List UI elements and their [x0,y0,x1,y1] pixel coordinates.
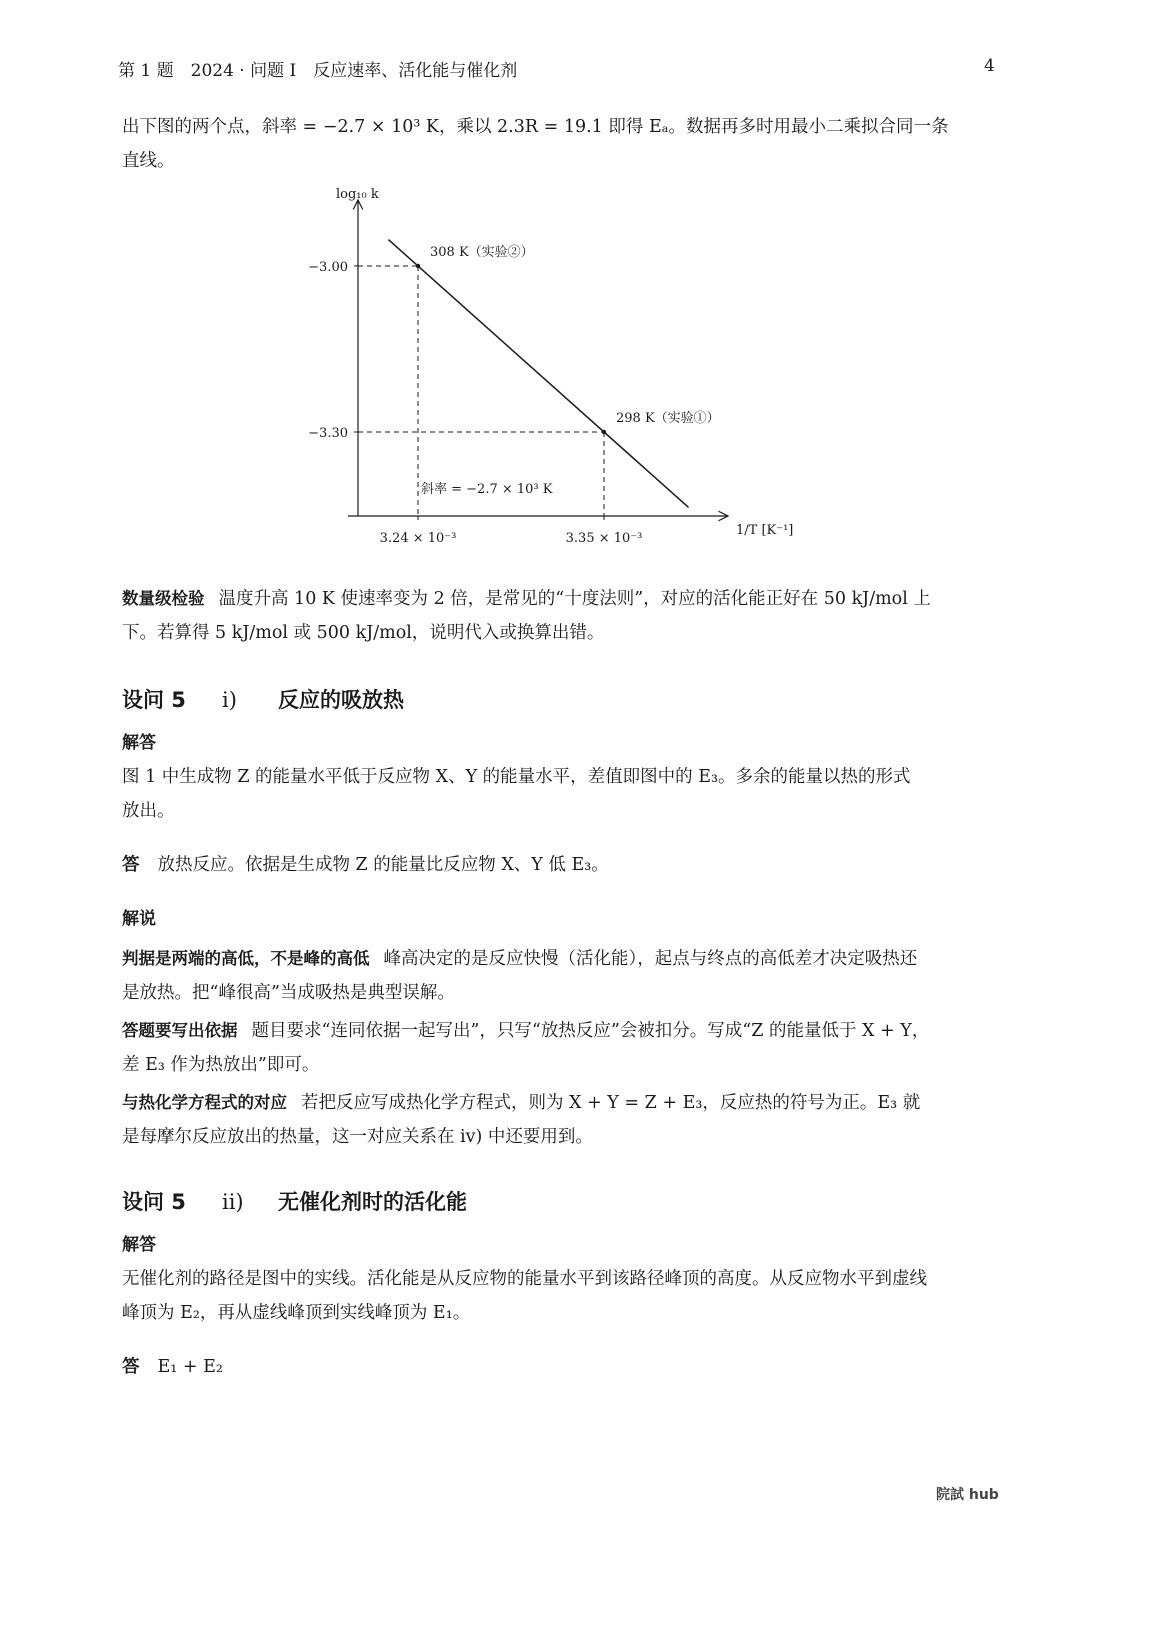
x-axis-label: 1/T [K⁻¹] [736,523,794,538]
explanation-heading: 解说 [122,909,156,929]
explanation-3 [122,1086,1042,1154]
magnitude-check [122,582,1042,650]
x-tick-label-2: 3.35 × 10⁻³ [565,531,643,546]
explanation-1 [122,942,1042,1010]
arrhenius-plot [290,180,830,560]
explanation-2-line-2: 差 E₃ 作为热放出”即可。 [122,1055,320,1075]
section-sub: i) [222,688,237,712]
point-label-1: 308 K（实验②） [430,245,534,260]
intro-line-2: 直线。 [122,151,175,171]
footer-brand: 院試 hub [936,1487,999,1503]
answer-line-2: 放出。 [122,801,175,821]
section-number: 设问 5 [122,688,186,712]
slope-annotation: 斜率 = −2.7 × 10³ K [421,482,553,497]
y-axis-label: log₁₀ k [336,187,379,202]
answer-paragraph [122,1262,1042,1330]
data-point-2 [602,430,606,434]
final-answer-label: 答 [122,1357,140,1377]
point-label-2: 298 K（实验①） [616,411,720,426]
section-number: 设问 5 [122,1190,186,1214]
y-tick-label-1: −3.00 [308,260,348,275]
answer-line-1: 无催化剂的路径是图中的实线。活化能是从反应物的能量水平到该路径峰顶的高度。从反应物水平到虚线 [122,1269,927,1289]
answer-line-2: 峰顶为 E₂，再从虚线峰顶到实线峰顶为 E₁。 [122,1303,471,1323]
final-answer-text: 放热反应。依据是生成物 Z 的能量比反应物 X、Y 低 E₃。 [157,855,609,875]
section-heading-5i [122,684,404,714]
intro-paragraph [122,110,1042,178]
final-answer-label: 答 [122,855,140,875]
section-heading-5ii [122,1186,467,1216]
explanation-1-line-1: 峰高决定的是反应快慢（活化能），起点与终点的高低差才决定吸热还 [383,949,918,969]
page-number: 4 [984,56,995,76]
check-lead: 数量级检验 [122,589,205,608]
section-title: 无催化剂时的活化能 [278,1190,467,1214]
answer-heading: 解答 [122,1235,156,1255]
section-sub: ii) [222,1190,244,1214]
explanation-3-line-1: 若把反应写成热化学方程式，则为 X + Y = Z + E₃，反应热的符号为正。E₃ 就 [301,1093,921,1113]
check-line-1: 温度升高 10 K 使速率变为 2 倍，是常见的“十度法则”，对应的活化能正好在 50 kJ/mol 上 [218,589,931,609]
fit-line [388,240,688,508]
x-tick-label-1: 3.24 × 10⁻³ [379,531,457,546]
y-tick-label-2: −3.30 [308,426,348,441]
answer-paragraph [122,760,1042,828]
intro-line-1: 出下图的两个点，斜率 = −2.7 × 10³ K，乘以 2.3R = 19.1 即得 Eₐ。数据再多时用最小二乘拟合同一条 [122,117,949,137]
explanation-2-line-1: 题目要求“连同依据一起写出”，只写“放热反应”会被扣分。写成“Z 的能量低于 X + Y， [251,1021,930,1041]
section-title: 反应的吸放热 [278,688,404,712]
answer-heading: 解答 [122,733,156,753]
final-answer-text: E₁ + E₂ [157,1357,223,1377]
answer-line-1: 图 1 中生成物 Z 的能量水平低于反应物 X、Y 的能量水平，差值即图中的 E₃。多余的能量以热的形式 [122,767,911,787]
final-answer [122,848,1042,882]
explanation-1-line-2: 是放热。把“峰很高”当成吸热是典型误解。 [122,983,455,1003]
data-point-1 [416,264,420,268]
explanation-1-lead: 判据是两端的高低，不是峰的高低 [122,949,370,968]
explanation-3-lead: 与热化学方程式的对应 [122,1093,287,1112]
final-answer [122,1350,1042,1384]
explanation-3-line-2: 是每摩尔反应放出的热量，这一对应关系在 iv) 中还要用到。 [122,1127,593,1147]
running-header: 第 1 题 2024 · 问题 I 反应速率、活化能与催化剂 [118,61,518,81]
check-line-2: 下。若算得 5 kJ/mol 或 500 kJ/mol，说明代入或换算出错。 [122,623,605,643]
explanation-2-lead: 答题要写出依据 [122,1021,238,1040]
explanation-2 [122,1014,1042,1082]
